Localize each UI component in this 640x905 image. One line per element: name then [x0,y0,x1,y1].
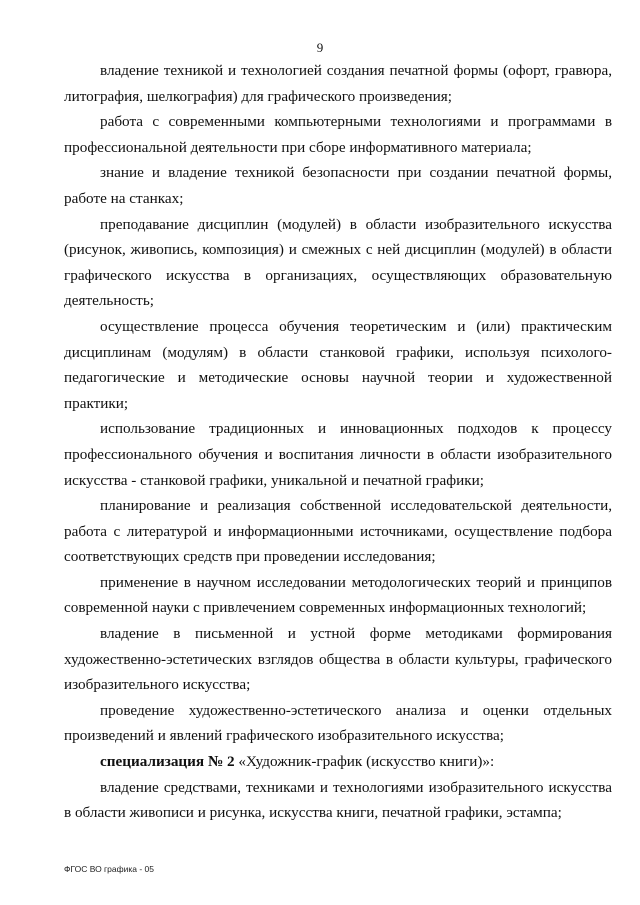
page-number: 9 [316,40,324,55]
paragraph-teaching-process: осуществление процесса обучения теоретическим и (или) практическим дисциплинам (модулям) в области станковой графики, используя психолого-педагогические и методические основы научной теории и художественной практики; [64,317,612,412]
paragraph-aesthetic-methods: владение в письменной и устной форме методиками формирования художественно-эстетических взглядов общества в области культуры, графического изобразительного искусства; [64,625,612,694]
document-body [64,58,612,826]
paragraph-printing-form-technique: владение техникой и технологией создания печатной формы (офорт, гравюра, литография, шелкография) для графического произведения; [64,62,612,105]
paragraph-teaching-disciplines: преподавание дисциплин (модулей) в области изобразительного искусства (рисунок, живопись, композиция) и смежных с ней дисциплин (модулей) в области графического искусства в организациях, осуществляющих образовательную деятельность; [64,215,612,310]
specialization-title: «Художник-график (искусство книги)»: [234,753,495,771]
paragraph-approaches: использование традиционных и инновационных подходов к процессу профессионального обучения и воспитания личности в области изобразительного искусства - станковой графики, уникальной и печатной графики; [64,420,612,489]
specialization-heading [64,749,612,775]
paragraph-methodology: применение в научном исследовании методологических теорий и принципов современной науки с привлечением современных информационных технологий; [64,573,612,617]
paragraph-research-planning: планирование и реализация собственной исследовательской деятельности, работа с литературой и информационными источниками, осуществление подбора соответствующих средств при проведении исследования; [64,497,612,566]
paragraph-computer-technologies: работа с современными компьютерными технологиями и программами в профессиональной деятельности при сборе информативного материала; [64,113,612,156]
specialization-label: специализация № 2 [100,753,235,771]
paragraph-safety-knowledge: знание и владение техникой безопасности при создании печатной формы, работе на станках; [64,164,612,207]
paragraph-aesthetic-analysis: проведение художественно-эстетического анализа и оценки отдельных произведений и явлений графического изобразительного искусства; [64,701,612,745]
footer-note: ФГОС ВО графика - 05 [64,864,154,874]
paragraph-art-means: владение средствами, техниками и технологиями изобразительного искусства в области живописи и рисунка, искусства книги, печатной графики, эстампа; [64,778,612,822]
